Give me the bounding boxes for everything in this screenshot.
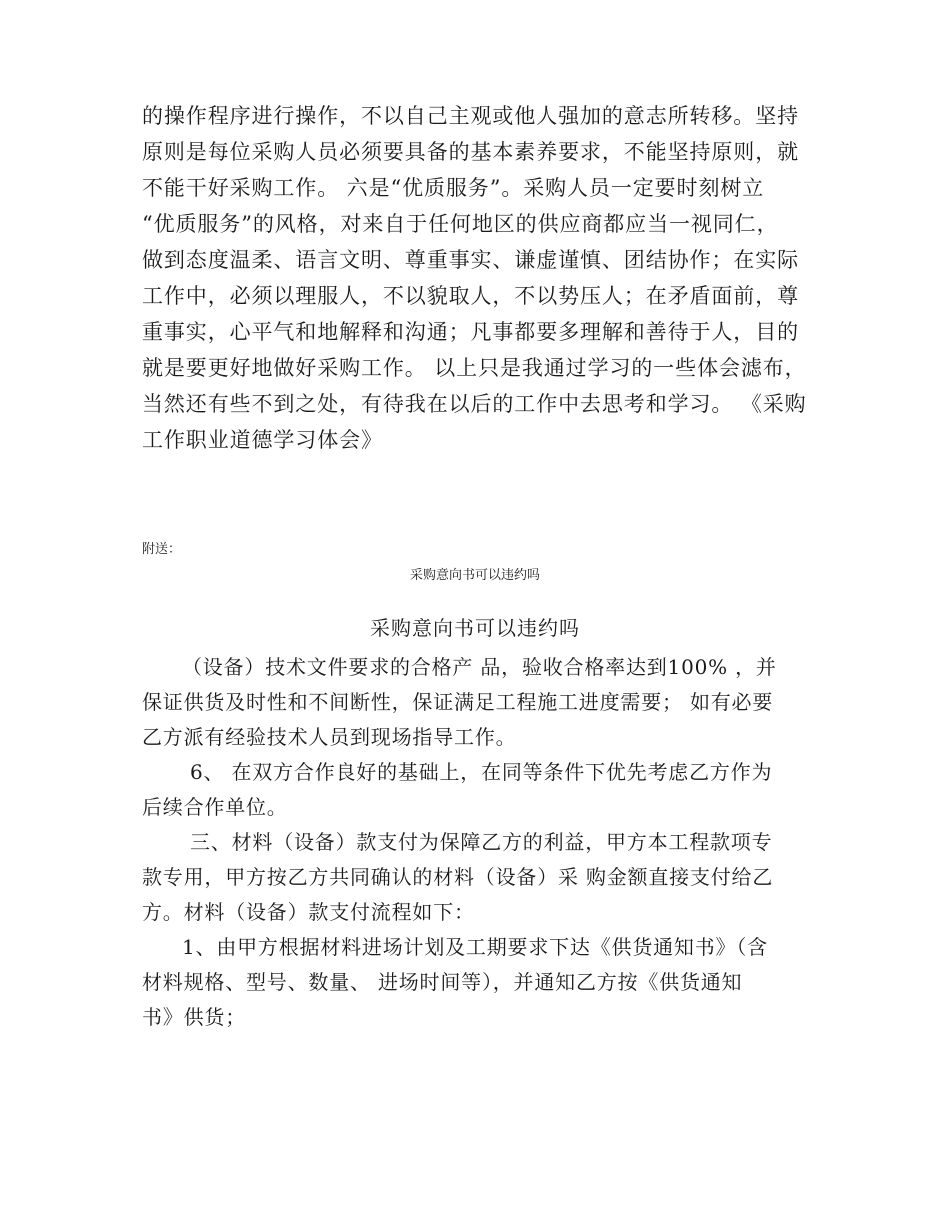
- paragraph-line: 材料规格、型号、数量、 进场时间等），并通知乙方按《供货通知: [142, 970, 743, 994]
- appendix-body: [142, 650, 814, 1035]
- paragraph-line: 工作职业道德学习体会》: [142, 428, 383, 452]
- paragraph-line: 就是要更好地做好采购工作。 以上只是我通过学习的一些体会滤布，: [142, 356, 807, 380]
- paragraph-line: 乙方派有经验技术人员到现场指导工作。: [142, 725, 517, 749]
- paragraph-line: 方。材料（设备）款支付流程如下：: [142, 900, 475, 924]
- paragraph-line: 不能干好采购工作。 六是“优质服务”。采购人员一定要时刻树立: [142, 176, 765, 200]
- appendix-small-title: 采购意向书可以违约吗: [409, 568, 540, 583]
- paragraph-line: 工作中，必须以理服人，不以貌取人，不以势压人；在矛盾面前，尊: [142, 284, 799, 308]
- paragraph-line: 款专用，甲方按乙方共同确认的材料（设备）采 购金额直接支付给乙: [142, 865, 774, 889]
- paragraph-line: 当然还有些不到之处，有待我在以后的工作中去思考和学习。 《采购: [142, 392, 807, 416]
- paragraph-line: 做到态度温柔、语言文明、尊重事实、谦虚谨慎、团结协作；在实际: [142, 248, 799, 272]
- paragraph-line: 重事实，心平气和地解释和沟通；凡事都要多理解和善待于人，目的: [142, 320, 799, 344]
- paragraph-line: 后续合作单位。: [142, 795, 288, 819]
- paragraph-line: 保证供货及时性和不间断性，保证满足工程施工进度需要； 如有必要: [142, 690, 774, 714]
- paragraph-line: 1、由甲方根据材料进场计划及工期要求下达《供货通知书》（含: [182, 935, 768, 959]
- paragraph-line: 6、 在双方合作良好的基础上，在同等条件下优先考虑乙方作为: [190, 760, 773, 784]
- appendix-label: 附送：: [142, 542, 182, 557]
- paragraph-line: 书》供货；: [142, 1005, 246, 1029]
- appendix-title: 采购意向书可以违约吗: [370, 616, 580, 640]
- paragraph-line: （设备）技术文件要求的合格产 品，验收合格率达到100% ，并: [182, 655, 777, 679]
- paragraph-line: “优质服务”的风格，对来自于任何地区的供应商都应当一视同仁，: [142, 212, 779, 236]
- article-continuation: [142, 98, 814, 458]
- paragraph-line: 原则是每位采购人员必须要具备的基本素养要求，不能坚持原则，就: [142, 140, 799, 164]
- paragraph-line: 的操作程序进行操作，不以自己主观或他人强加的意志所转移。坚持: [142, 104, 799, 128]
- paragraph-line: 三、材料（设备）款支付为保障乙方的利益，甲方本工程款项专: [190, 830, 773, 854]
